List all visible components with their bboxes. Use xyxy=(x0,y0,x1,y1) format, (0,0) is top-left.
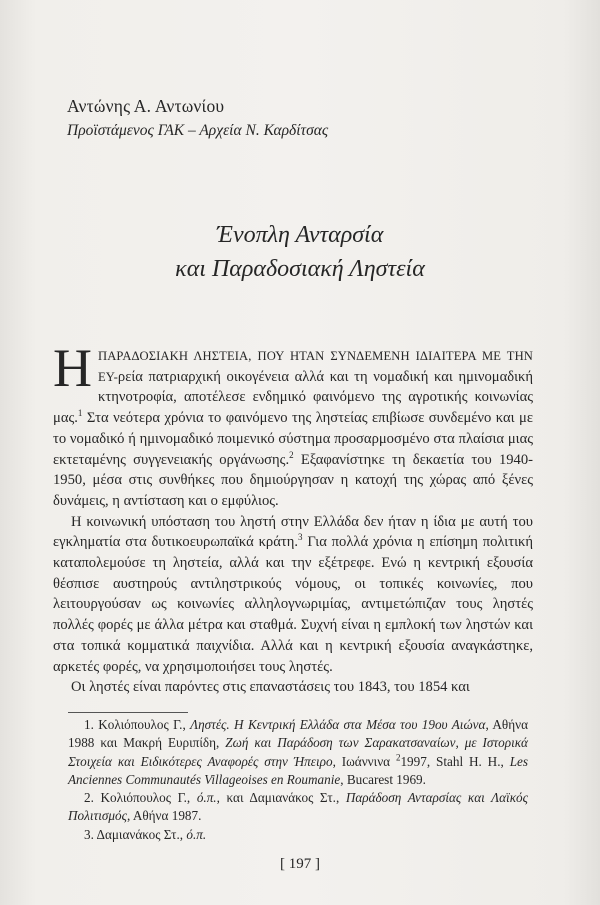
footnote-text: , Αθήνα 1987. xyxy=(126,808,202,824)
footnote-3 xyxy=(68,826,528,844)
page-number: [ 197 ] xyxy=(280,856,320,872)
footnote-text: Κολιόπουλος Γ., xyxy=(93,717,191,732)
footnote-italic: Παράδοση Ανταρσίας και Λαϊκός Πολιτισμός xyxy=(68,790,528,824)
footnote-text: Κολιόπουλος Γ., xyxy=(93,790,197,806)
paragraph-3 xyxy=(53,677,533,698)
footnote-number: 3. xyxy=(84,826,94,842)
footnote-text: , και Δαμιανάκος Στ., xyxy=(216,790,346,806)
footnote-text: , Ιωάννινα xyxy=(332,753,396,769)
footnote-ref: 3 xyxy=(298,532,303,543)
paragraph-text: Εξαφανίστηκε τη δεκαετία του 1940-1950, μέσα στις συνθήκες που δημιούργησαν η κατοχή της χώρας από ξένες δυνάμεις, η αντίσταση και ο εμφύλιος. xyxy=(53,451,533,509)
footnote-italic: Ζωή και Παράδοση των Σαρακατσαναίων, με Ιστορικά Στοιχεία και Ειδικότερες Αναφορές στην Ήπειρο xyxy=(68,735,528,769)
paragraph-1 xyxy=(53,338,533,512)
article-title-line-1: Ένοπλη Ανταρσία xyxy=(216,222,384,248)
footnote-italic: Ληστές. Η Κεντρική Ελλάδα στα Μέσα του 19ου Αιώνα xyxy=(190,717,486,732)
footnote-text: , Bucarest 1969. xyxy=(340,771,426,787)
footnotes xyxy=(68,716,528,844)
edition-superscript: 2 xyxy=(395,752,401,763)
footnote-text: , Αθήνα 1988 και Μακρή Ευριπίδη, xyxy=(68,717,528,751)
footnote-number: 1. xyxy=(84,717,94,732)
author-affiliation: Προϊστάμενος ΓΑΚ – Αρχεία Ν. Καρδίτσας xyxy=(67,122,329,139)
author-name: Αντώνης Α. Αντωνίου xyxy=(67,96,225,116)
footnote-ref: 1 xyxy=(77,408,83,419)
footnote-ref: 2 xyxy=(289,449,294,460)
article-body xyxy=(53,338,533,698)
drop-cap: Η xyxy=(53,338,92,398)
paragraph-text: Οι ληστές είναι παρόντες στις επαναστάσεις του 1843, του 1854 και xyxy=(71,679,470,696)
paragraph-2 xyxy=(53,512,533,678)
footnote-1 xyxy=(68,716,528,789)
footnote-2 xyxy=(68,789,528,826)
footnote-italic: Les Anciennes Communautés Villageoises en Roumanie xyxy=(68,753,529,787)
paragraph-text: Στα νεότερα χρόνια το φαινόμενο της ληστείας επιβίωσε συνδεμένο και με το νομαδικό ή ημινομαδικό ποιμενικό σύστημα προσαρμοσμένο στα πλαίσια μιας εκτεταμένης συγγενειακής οργάνωσης. xyxy=(53,410,533,468)
paragraph-text: Για πολλά χρόνια η επίσημη πολιτική καταπολεμούσε τη ληστεία, αλλά και την εξέτρεφε. Ενώ η κεντρική εξουσία θέσπισε αυστηρούς αντιληστρικούς νόμους, οι τοπικές κοινωνίες, που λειτουργούσαν ως κοινωνίες αλληλογνωριμίας, αντιμετώπιζαν τους ληστές πολλές φορές με άλλα μέτρα και σταθμά. Συχνή είναι η εμπλοκή των ληστών και στα τοπικά κομματικά παιχνίδια. Αλλά και η κεντρική εξουσία αναγκάστηκε, αρκετές φορές, να χρησιμοποιήσει τους ληστές. xyxy=(53,534,533,675)
article-title-line-2: και Παραδοσιακή Ληστεία xyxy=(175,256,425,282)
footnote-number: 2. xyxy=(84,790,94,806)
paragraph-text: ρεία πατριαρχική οικογένεια αλλά και τη νομαδική και ημινομαδική κτηνοτροφία, αποτέλεσε ενδημικό φαινόμενο της αγροτικής κοινωνίας μας. xyxy=(53,368,533,427)
footnote-italic: ό.π. xyxy=(196,790,217,806)
footnote-text: Δαμιανάκος Στ., xyxy=(93,826,187,842)
paragraph-text: Η κοινωνική υπόσταση του ληστή στην Ελλάδα δεν ήταν η ίδια με αυτή του εγκληματία στα δυτικοευρωπαϊκά κράτη. xyxy=(53,513,533,551)
footnote-text: 1997, Stahl H. H., xyxy=(400,753,510,769)
footnote-italic: ό.π. xyxy=(186,826,207,842)
footnote-separator xyxy=(68,712,188,713)
small-caps-opening: ΠΑΡΑΔΟΣΙΑΚΗ ΛΗΣΤΕΙΑ, ΠΟΥ ΗΤΑΝ ΣΥΝΔΕΜΕΝΗ ΙΔΙΑΙΤΕΡΑ ΜΕ ΤΗΝ ΕΥ- xyxy=(98,349,533,384)
